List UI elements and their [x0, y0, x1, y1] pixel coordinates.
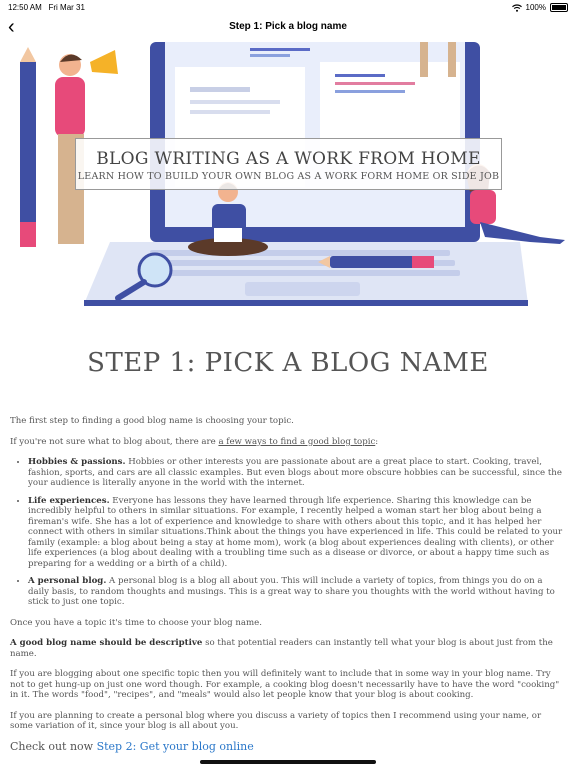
- paragraph-descriptive: [10, 638, 566, 659]
- list-item-title: Life experiences.: [28, 495, 110, 506]
- doc-line-1: [190, 87, 250, 92]
- laptop-edge: [84, 300, 528, 306]
- top-leg-1: [420, 42, 428, 77]
- banner-subtitle: LEARN HOW TO BUILD YOUR OWN BLOG AS A WORK FORM HOME OR SIDE JOB: [77, 171, 500, 182]
- hero-illustration: [0, 42, 576, 310]
- descriptive-bold: A good blog name should be descriptive: [10, 638, 203, 648]
- list-item-text: Everyone has lessons they have learned through life experience. Sharing this knowledge can be incredibly helpful to others in similar situations. For example, I recently helped a woman start her blog about being a fireman's wife. She has a lot of experience and knowledge to share with others about this topic, and it has helped her connect with others in similar situations.Think about the things you have experienced in life. This could be related to your family (example: a blog about being a stay at home mom), work (a blog about experiences dealing with clients), or other life experiences (a blog about dealing with a troubling time such as a disease or divorce, or about a happy time such as preparing for a wedding or a birth of a child).: [28, 495, 563, 569]
- paragraph-specific-topic: If you are blogging about one specific topic then you will definitely want to include that in some way in your blog name. Try not to get hung-up on just one word though. For example, a cooking blog doesn't necessarily have to have the word "cooking" in it. The words "food", "recipes", and "meals" would also let people know that your blog is about cooking.: [10, 669, 560, 700]
- megaphone: [90, 50, 118, 74]
- tablet: [496, 197, 521, 218]
- navigation-bar: [0, 14, 576, 42]
- panel-line-2: [335, 82, 415, 85]
- right-woman-legs: [480, 222, 565, 244]
- next-step-link[interactable]: Step 2: Get your blog online: [96, 739, 254, 753]
- paragraph-topic-colon: :: [375, 436, 379, 447]
- paragraph-choose-name: Once you have a topic it's time to choose your blog name.: [10, 617, 262, 628]
- back-chevron-icon[interactable]: ‹: [8, 16, 15, 38]
- pen-cap: [412, 256, 434, 268]
- top-line-2: [250, 54, 290, 57]
- right-woman-top: [470, 190, 496, 224]
- status-date: Fri Mar 31: [48, 3, 85, 12]
- nav-title: Step 1: Pick a blog name: [229, 21, 347, 32]
- small-laptop: [214, 228, 242, 242]
- top-leg-2: [448, 42, 456, 77]
- hero-banner: [75, 138, 502, 190]
- top-line-1: [250, 48, 310, 51]
- status-right: [512, 3, 568, 12]
- man-shirt: [55, 77, 85, 137]
- doc-line-2: [190, 100, 280, 104]
- list-item: [28, 457, 566, 489]
- trackpad: [245, 282, 360, 296]
- panel-line-1: [335, 74, 385, 77]
- battery-percent: 100%: [525, 3, 546, 12]
- panel-line-3: [335, 90, 405, 93]
- paragraph-topic-text: If you're not sure what to blog about, there are: [10, 436, 219, 447]
- list-item: [28, 576, 566, 608]
- next-step-text: Check out now: [10, 739, 97, 753]
- pencil-tip: [20, 47, 36, 62]
- list-item-text: Hobbies or other interests you are passionate about are a great place to start. Cooking, travel, fashion, sports, and cars are all classic examples. But even blogs about more obscure hobbies can be successful, since the your audience is literally anyone in the world with the internet.: [28, 457, 562, 488]
- blog-topic-link[interactable]: a few ways to find a good blog topic: [218, 436, 376, 447]
- pencil-eraser: [20, 222, 36, 247]
- paragraph-personal-blog: If you are planning to create a personal blog where you discuss a variety of topics then I recommend using your name, or some variation of it, since your blog is all about you.: [10, 710, 542, 731]
- list-item-title: Hobbies & passions.: [28, 457, 126, 467]
- next-step: [10, 739, 566, 753]
- doc-line-3: [190, 110, 270, 114]
- status-bar: [0, 0, 576, 14]
- wifi-icon: [512, 4, 522, 12]
- descriptive-text: so that potential readers can instantly tell what your blog is about just from the name.: [10, 638, 553, 659]
- banner-title: BLOG WRITING AS A WORK FROM HOME: [96, 149, 481, 169]
- giant-pencil: [20, 62, 36, 247]
- topic-list: [10, 457, 566, 608]
- list-item-title: A personal blog.: [28, 576, 107, 586]
- paragraph-topic: [10, 437, 566, 448]
- status-time: 12:50 AM: [8, 3, 42, 12]
- paragraph-intro: The first step to finding a good blog name is choosing your topic.: [10, 416, 294, 426]
- home-indicator[interactable]: [200, 760, 376, 764]
- battery-icon: [550, 3, 568, 12]
- list-item-text: A personal blog is a blog all about you. This will include a variety of topics, from things you do on a daily basis, to random thoughts and musings. This is a great way to share you thoughts with the world without having to stick to just one topic.: [28, 576, 555, 607]
- article-body: [10, 416, 566, 752]
- list-item: [28, 496, 566, 570]
- status-time-date: [8, 3, 85, 12]
- page-title: STEP 1: PICK A BLOG NAME: [87, 348, 489, 378]
